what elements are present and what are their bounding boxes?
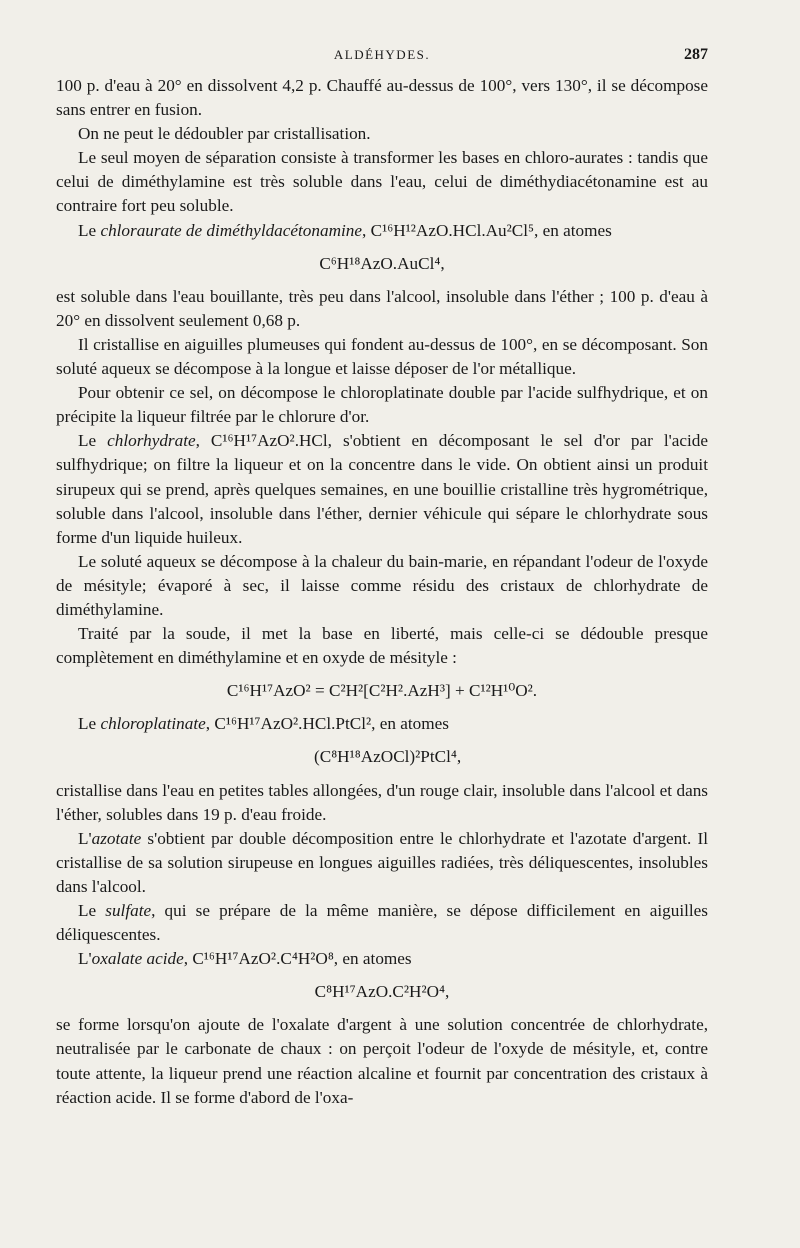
emphasis-term: chloraurate de diméthyldacétonamine (100, 220, 363, 240)
paragraph: Il cristallise en aiguilles plumeuses qui fondent au-dessus de 100°, en se décomposant. Son soluté aqueux se décompose à la longue et laisse déposer de l'or métallique. (56, 334, 708, 379)
chemical-equation: C¹⁶H¹⁷AzO² = C²H²[C²H².AzH³] + C¹²H¹⁰O². (226, 681, 538, 701)
running-head-title: ALDÉHYDES. (333, 47, 431, 62)
emphasis-term: sulfate (105, 901, 152, 920)
paragraph: Le sulfate, qui se prépare de la même manière, se dépose difficilement en aiguilles déliquescentes. (56, 901, 708, 945)
paragraph: Le chloraurate de diméthyldacétonamine, C¹⁶H¹²AzO.HCl.Au²Cl⁵, en atomes (78, 220, 612, 240)
paragraph: Le chlorhydrate, C¹⁶H¹⁷AzO².HCl, s'obtient en décomposant le sel d'or par l'acide sulfhydrique; on filtre la liqueur et on la concentre dans le vide. On obtient ainsi un produit sirupeux qui se prend, après quelques semaines, en une bouillie cristalline très hygrométrique, soluble dans l'alcool, insoluble dans l'éther, dernier véhicule qui sépare le chlorhydrate sous forme d'un liquide huileux. (56, 431, 708, 547)
paragraph: On ne peut le dédoubler par cristallisation. (78, 124, 371, 144)
paragraph: cristallise dans l'eau en petites tables allongées, d'un rouge clair, insoluble dans l'alcool et dans l'éther, solubles dans 19 p. d'eau froide. (56, 780, 708, 824)
chemical-formula: C⁸H¹⁷AzO.C²H²O⁴, (314, 982, 450, 1002)
page-number: 287 (684, 46, 708, 63)
body-text (56, 74, 708, 1110)
paragraph: L'azotate s'obtient par double décomposition entre le chlorhydrate et l'azotate d'argent. Il cristallise de sa solution sirupeuse en longues aiguilles radiées, très déliquescentes, insolubles dans l'alcool. (56, 828, 708, 896)
running-head (56, 44, 708, 66)
paragraph: Le soluté aqueux se décompose à la chaleur du bain-marie, en répandant l'odeur de l'oxyde de mésityle; évaporé à sec, il laisse comme résidu des cristaux de chlorhydrate de diméthylamine. (56, 551, 708, 619)
paragraph: Le chloroplatinate, C¹⁶H¹⁷AzO².HCl.PtCl², en atomes (78, 714, 449, 734)
paragraph: est soluble dans l'eau bouillante, très peu dans l'alcool, insoluble dans l'éther ; 100 p. d'eau à 20° en dissolvent seulement 0,68 p. (56, 286, 708, 330)
paragraph: Pour obtenir ce sel, on décompose le chloroplatinate double par l'acide sulfhydrique, et on précipite la liqueur filtrée par le chlorure d'or. (56, 383, 708, 427)
chemical-formula: C⁶H¹⁸AzO.AuCl⁴, (319, 253, 445, 273)
emphasis-term: chloroplatinate (100, 714, 206, 734)
chemical-formula: (C⁸H¹⁸AzOCl)²PtCl⁴, (314, 747, 462, 767)
paragraph: 100 p. d'eau à 20° en dissolvent 4,2 p. Chauffé au-dessus de 100°, vers 130°, il se décompose sans entrer en fusion. (56, 76, 708, 120)
emphasis-term: chlorhydrate (107, 431, 196, 451)
paragraph: Le seul moyen de séparation consiste à transformer les bases en chloro-aurates : tandis que celui de diméthylamine est très soluble dans l'eau, celui de diméthydiacétonamine est au contraire fort peu soluble. (56, 148, 708, 216)
emphasis-term: oxalate acide (91, 949, 184, 969)
paragraph: L'oxalate acide, C¹⁶H¹⁷AzO².C⁴H²O⁸, en atomes (78, 949, 412, 969)
paragraph: se forme lorsqu'on ajoute de l'oxalate d'argent à une solution concentrée de chlorhydrate, neutralisée par le carbonate de chaux : on perçoit l'odeur de l'oxyde de mésityle, et, contre toute attente, la liqueur prend une réaction alcaline et fournit par concentration des cristaux à réaction acide. Il se forme d'abord de l'oxa- (56, 1015, 708, 1107)
emphasis-term: azotate (91, 828, 142, 848)
paragraph: Traité par la soude, il met la base en liberté, mais celle-ci se dédouble presque complètement en diméthylamine et en oxyde de mésityle : (56, 624, 708, 668)
